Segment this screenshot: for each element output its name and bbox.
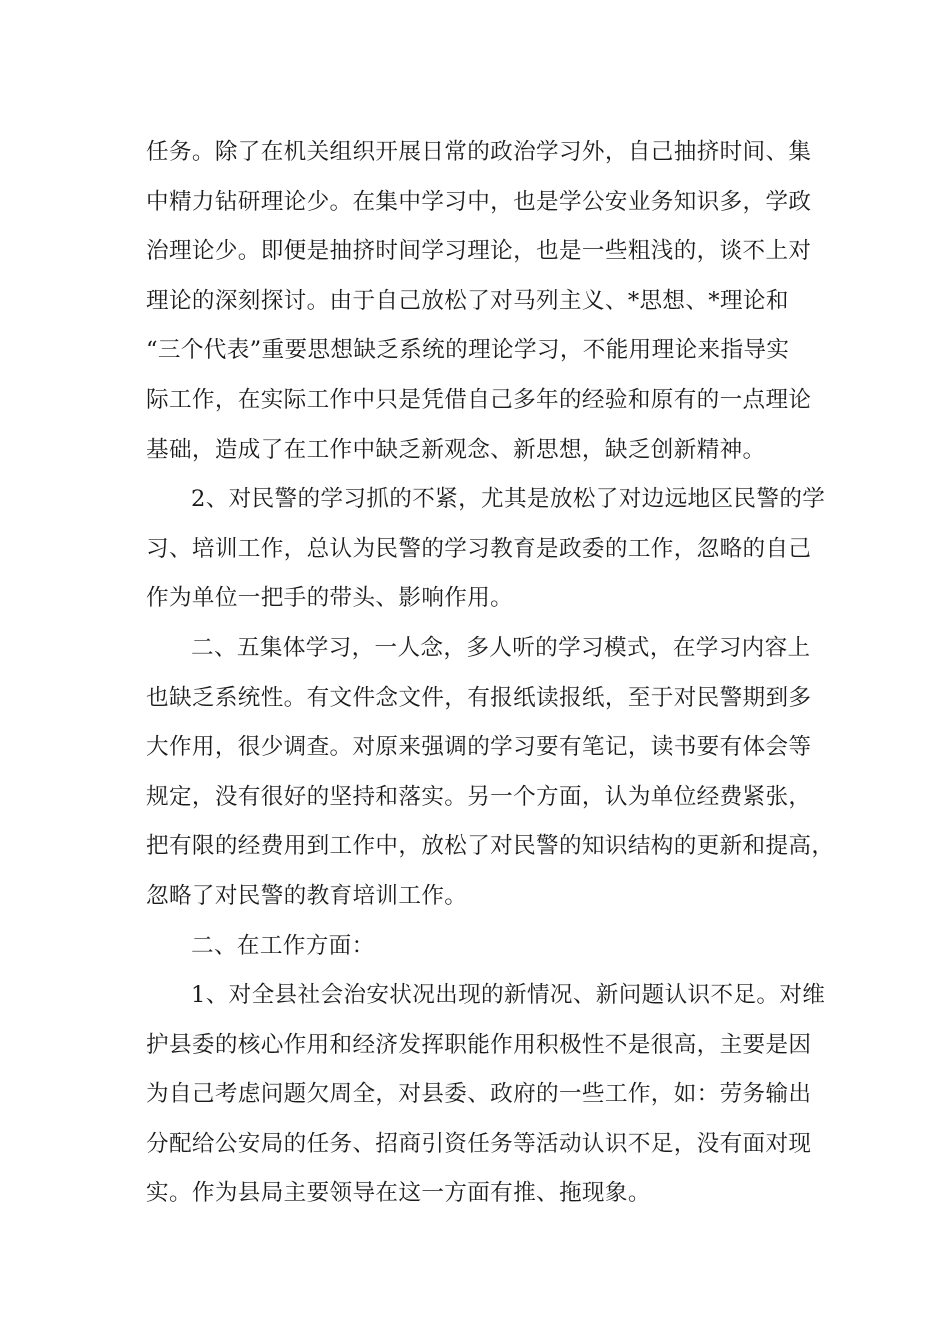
text-line: 2、对民警的学习抓的不紧，尤其是放松了对边远地区民警的学 [191, 486, 826, 513]
text-line: 为自己考虑问题欠周全，对县委、政府的一些工作，如：劳务输出 [146, 1081, 812, 1108]
text-line: 理论的深刻探讨。由于自己放松了对马列主义、*思想、*理论和 [146, 287, 789, 314]
paragraph-public-security [146, 971, 826, 1219]
paragraph-collective-study [146, 624, 835, 922]
text-line: 也缺乏系统性。有文件念文件，有报纸读报纸，至于对民警期到多 [146, 684, 812, 711]
text-line: 分配给公安局的任务、招商引资任务等活动认识不足，没有面对现 [146, 1130, 812, 1157]
text-line: 习、培训工作，总认为民警的学习教育是政委的工作，忽略的自己 [146, 535, 812, 562]
text-line: 忽略了对民警的教育培训工作。 [146, 882, 468, 909]
text-line: 际工作，在实际工作中只是凭借自己多年的经验和原有的一点理论 [146, 386, 812, 413]
text-line: 治理论少。即便是抽挤时间学习理论，也是一些粗浅的，谈不上对 [146, 238, 812, 265]
paragraph-study-continuation [146, 128, 826, 475]
paragraph-police-study [146, 475, 826, 624]
document-body [146, 128, 835, 1219]
text-line: 1、对全县社会治安状况出现的新情况、新问题认识不足。对维 [191, 982, 826, 1009]
text-line: 实。作为县局主要领导在这一方面有推、拖现象。 [146, 1180, 651, 1207]
text-line: 大作用，很少调查。对原来强调的学习要有笔记，读书要有体会等 [146, 734, 812, 761]
text-line: 基础，造成了在工作中缺乏新观念、新思想，缺乏创新精神。 [146, 436, 766, 463]
section-heading-work [146, 922, 826, 972]
text-line: 中精力钻研理论少。在集中学习中，也是学公安业务知识多，学政 [146, 188, 812, 215]
text-line: 二、五集体学习，一人念，多人听的学习模式，在学习内容上 [191, 634, 811, 661]
text-line: 规定，没有很好的坚持和落实。另一个方面，认为单位经费紧张， [146, 783, 812, 810]
section-heading: 二、在工作方面： [191, 932, 375, 959]
text-line: 护县委的核心作用和经济发挥职能作用积极性不是很高，主要是因 [146, 1031, 812, 1058]
text-line: “三个代表”重要思想缺乏系统的理论学习，不能用理论来指导实 [146, 337, 790, 364]
text-line: 任务。除了在机关组织开展日常的政治学习外，自己抽挤时间、集 [146, 139, 812, 165]
text-line: 把有限的经费用到工作中，放松了对民警的知识结构的更新和提高， [146, 833, 835, 860]
text-line: 作为单位一把手的带头、影响作用。 [146, 585, 514, 612]
